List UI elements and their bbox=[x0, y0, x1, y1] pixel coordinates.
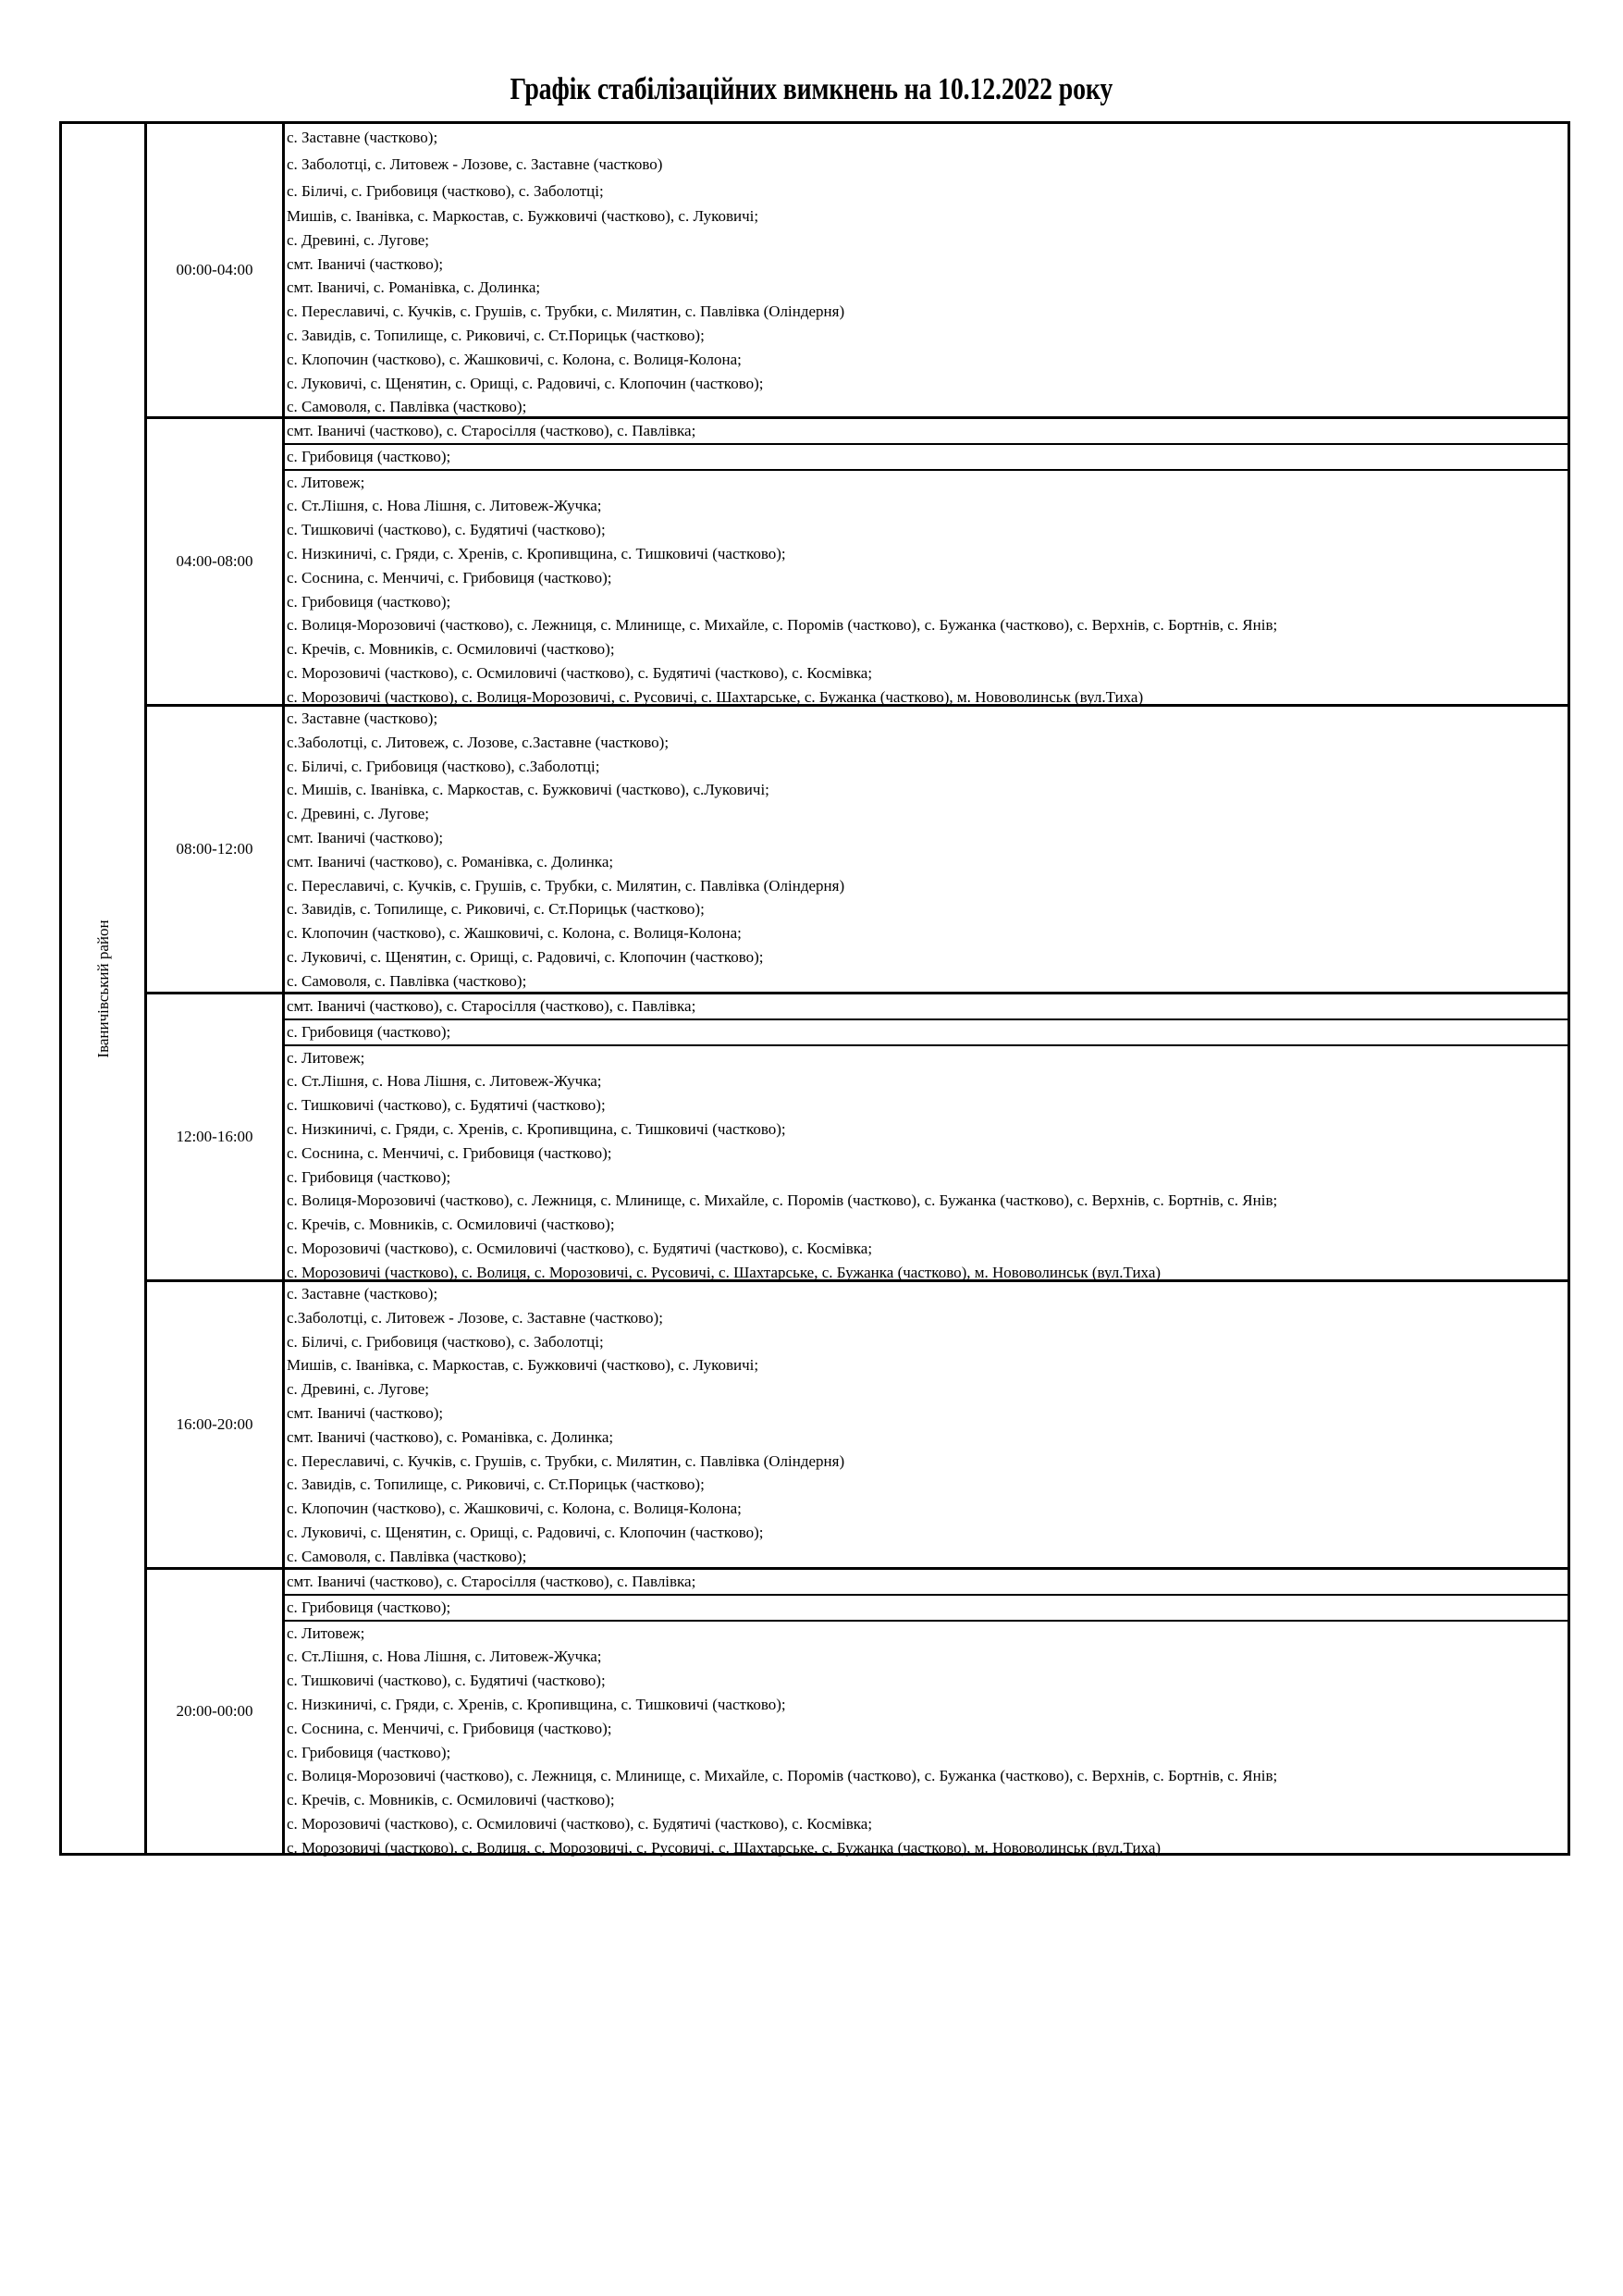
settlement-group bbox=[285, 471, 1568, 710]
settlement-line: с. Кречів, с. Мовників, с. Осмиловичі (частково); bbox=[287, 640, 615, 659]
settlement-line: с. Низкиничі, с. Гряди, с. Хренів, с. Кропивщина, с. Тишковичі (частково); bbox=[287, 544, 786, 562]
settlement-line: с. Самоволя, с. Павлівка (частково); bbox=[287, 398, 527, 416]
settlement-line: с. Заставне (частково); bbox=[287, 129, 438, 146]
settlements-cell bbox=[285, 419, 1568, 704]
settlement-line: с. Грибовиця (частково); bbox=[287, 1598, 451, 1616]
settlement-line: с. Біличі, с. Грибовиця (частково), с. Заболотці; bbox=[287, 1332, 604, 1351]
settlement-line: с. Кречів, с. Мовників, с. Осмиловичі (частково); bbox=[287, 1216, 615, 1234]
settlement-line: с. Завидів, с. Топилище, с. Риковичі, с. Ст.Порицьк (частково); bbox=[287, 326, 705, 344]
time-slot: 12:00-16:00 bbox=[147, 994, 285, 1279]
page-title bbox=[0, 67, 1623, 113]
settlement-line: с. Кречів, с. Мовників, с. Осмиловичі (частково); bbox=[287, 1791, 615, 1809]
settlements-cell bbox=[285, 1282, 1568, 1567]
settlements-cell bbox=[285, 1570, 1568, 1857]
settlement-line: с. Ст.Лішня, с. Нова Лішня, с. Литовеж-Жучка; bbox=[287, 1072, 602, 1091]
settlement-line: смт. Іваничі (частково), с. Романівка, с. Долинка; bbox=[287, 1427, 614, 1446]
settlement-line: с. Древині, с. Лугове; bbox=[287, 230, 430, 249]
district-cell bbox=[62, 124, 147, 1853]
settlement-line: с. Переславичі, с. Кучків, с. Грушів, с. Трубки, с. Милятин, с. Павлівка (Оліндерня) bbox=[287, 302, 845, 321]
settlement-line: с. Біличі, с. Грибовиця (частково), с.Заболотці; bbox=[287, 757, 600, 775]
settlement-line: с. Грибовиця (частково); bbox=[287, 1022, 451, 1041]
schedule-row bbox=[147, 707, 1568, 994]
settlement-line: с. Волиця-Морозовичі (частково), с. Лежниця, с. Млинище, с. Михайле, с. Поромів (частково), с. Бужанка (частково), с. Верхнів, с. Бортнів, с. Янів; bbox=[287, 1767, 1278, 1785]
settlement-line: Мишів, с. Іванівка, с. Маркостав, с. Бужковичі (частково), с. Луковичі; bbox=[287, 1356, 759, 1375]
settlement-line: с. Грибовиця (частково); bbox=[287, 1167, 451, 1186]
settlement-line: с. Соснина, с. Менчичі, с. Грибовиця (частково); bbox=[287, 1143, 612, 1162]
settlement-line: с. Ст.Лішня, с. Нова Лішня, с. Литовеж-Жучка; bbox=[287, 497, 602, 515]
settlement-line: Мишів, с. Іванівка, с. Маркостав, с. Бужковичі (частково), с. Луковичі; bbox=[287, 207, 759, 225]
schedule-row bbox=[147, 1282, 1568, 1570]
settlement-line: смт. Іваничі (частково), с. Романівка, с. Долинка; bbox=[287, 852, 614, 870]
settlements-cell bbox=[285, 124, 1568, 416]
settlement-line: с. Низкиничі, с. Гряди, с. Хренів, с. Кропивщина, с. Тишковичі (частково); bbox=[287, 1119, 786, 1138]
outage-schedule-table bbox=[59, 121, 1570, 1856]
settlement-line: с. Морозовичі (частково), с. Осмиловичі (частково), с. Будятичі (частково), с. Космівка; bbox=[287, 1239, 873, 1257]
settlement-line: с. Литовеж; bbox=[287, 1048, 365, 1067]
schedule-row bbox=[147, 994, 1568, 1282]
settlement-line: с. Клопочин (частково), с. Жашковичі, с. Колона, с. Волиця-Колона; bbox=[287, 350, 742, 368]
schedule-row bbox=[147, 419, 1568, 707]
settlement-line: с. Литовеж; bbox=[287, 1623, 365, 1642]
settlement-line: смт. Іваничі (частково); bbox=[287, 254, 444, 273]
settlement-line: с. Волиця-Морозовичі (частково), с. Лежниця, с. Млинище, с. Михайле, с. Поромів (частково), с. Бужанка (частково), с. Верхнів, с. Бортнів, с. Янів; bbox=[287, 1191, 1278, 1210]
settlement-line: с. Завидів, с. Топилище, с. Риковичі, с. Ст.Порицьк (частково); bbox=[287, 900, 705, 919]
schedule-row bbox=[147, 124, 1568, 419]
settlement-group bbox=[285, 994, 1568, 1020]
settlement-line: с.Заболотці, с. Литовеж - Лозове, с. Заставне (частково); bbox=[287, 1308, 663, 1327]
settlement-line: с. Соснина, с. Менчичі, с. Грибовиця (частково); bbox=[287, 1719, 612, 1737]
settlement-line: с. Луковичі, с. Щенятин, с. Орищі, с. Радовичі, с. Клопочин (частково); bbox=[287, 374, 764, 392]
settlement-line: с. Біличі, с. Грибовиця (частково), с. Заболотці; bbox=[287, 182, 604, 200]
time-blocks bbox=[147, 124, 1568, 1857]
settlement-group bbox=[285, 124, 1568, 419]
time-slot: 00:00-04:00 bbox=[147, 124, 285, 416]
settlement-line: с. Клопочин (частково), с. Жашковичі, с. Колона, с. Волиця-Колона; bbox=[287, 924, 742, 943]
settlement-line: смт. Іваничі (частково), с. Старосілля (частково), с. Павлівка; bbox=[287, 997, 696, 1015]
settlement-line: с. Заставне (частково); bbox=[287, 1285, 438, 1302]
settlement-line: с. Заставне (частково); bbox=[287, 710, 438, 727]
settlement-group bbox=[285, 1282, 1568, 1569]
settlement-line: с. Самоволя, с. Павлівка (частково); bbox=[287, 1547, 527, 1565]
settlement-line: с. Клопочин (частково), с. Жашковичі, с. Колона, с. Волиця-Колона; bbox=[287, 1500, 742, 1518]
settlement-line: с. Волиця-Морозовичі (частково), с. Лежниця, с. Млинище, с. Михайле, с. Поромів (частково), с. Бужанка (частково), с. Верхнів, с. Бортнів, с. Янів; bbox=[287, 616, 1278, 635]
settlement-line: с. Грибовиця (частково); bbox=[287, 447, 451, 465]
settlement-line: с. Литовеж; bbox=[287, 473, 365, 491]
settlement-line: с. Ст.Лішня, с. Нова Лішня, с. Литовеж-Жучка; bbox=[287, 1648, 602, 1666]
settlements-cell bbox=[285, 707, 1568, 992]
settlement-line: с. Древині, с. Лугове; bbox=[287, 805, 430, 823]
settlement-line: с. Переславичі, с. Кучків, с. Грушів, с. Трубки, с. Милятин, с. Павлівка (Оліндерня) bbox=[287, 876, 845, 895]
settlement-line: с. Низкиничі, с. Гряди, с. Хренів, с. Кропивщина, с. Тишковичі (частково); bbox=[287, 1695, 786, 1713]
time-slot: 16:00-20:00 bbox=[147, 1282, 285, 1567]
settlement-line: с. Грибовиця (частково); bbox=[287, 592, 451, 611]
settlement-line: смт. Іваничі (частково); bbox=[287, 828, 444, 846]
settlement-line: с.Заболотці, с. Литовеж, с. Лозове, с.Заставне (частково); bbox=[287, 733, 670, 751]
settlement-group bbox=[285, 1622, 1568, 1860]
page-title-text: Графік стабілізаційних вимкнень на 10.12.2022 року bbox=[510, 72, 1113, 106]
settlement-line: смт. Іваничі, с. Романівка, с. Долинка; bbox=[287, 278, 541, 297]
settlement-line: с. Древині, с. Лугове; bbox=[287, 1380, 430, 1399]
settlement-line: смт. Іваничі (частково), с. Старосілля (частково), с. Павлівка; bbox=[287, 1573, 696, 1590]
time-slot: 08:00-12:00 bbox=[147, 707, 285, 992]
settlement-line: с. Тишковичі (частково), с. Будятичі (частково); bbox=[287, 1672, 606, 1690]
settlement-line: с. Морозовичі (частково), с. Осмиловичі (частково), с. Будятичі (частково), с. Космівка; bbox=[287, 663, 873, 682]
settlement-line: с. Морозовичі (частково), с. Волиця, с. Морозовичі, с. Русовичі, с. Шахтарське, с. Бужанка (частково), м. Нововолинськ (вул.Тиха) bbox=[287, 1263, 1162, 1281]
settlement-group bbox=[285, 707, 1568, 994]
settlement-group bbox=[285, 1046, 1568, 1285]
time-slot: 20:00-00:00 bbox=[147, 1570, 285, 1853]
settlement-group bbox=[285, 1596, 1568, 1622]
settlement-line: смт. Іваничі (частково); bbox=[287, 1403, 444, 1422]
schedule-row bbox=[147, 1570, 1568, 1857]
settlement-line: с. Морозовичі (частково), с. Волиця, с. Морозовичі, с. Русовичі, с. Шахтарське, с. Бужанка (частково), м. Нововолинськ (вул.Тиха) bbox=[287, 1838, 1162, 1857]
settlement-line: с. Тишковичі (частково), с. Будятичі (частково); bbox=[287, 521, 606, 539]
settlement-line: с. Переславичі, с. Кучків, с. Грушів, с. Трубки, с. Милятин, с. Павлівка (Оліндерня) bbox=[287, 1451, 845, 1470]
settlement-line: с. Луковичі, с. Щенятин, с. Орищі, с. Радовичі, с. Клопочин (частково); bbox=[287, 1523, 764, 1541]
settlement-line: с. Мишів, с. Іванівка, с. Маркостав, с. Бужковичі (частково), с.Луковичі; bbox=[287, 781, 769, 799]
settlement-line: с. Заболотці, с. Литовеж - Лозове, с. Заставне (частково) bbox=[287, 155, 663, 173]
settlement-line: смт. Іваничі (частково), с. Старосілля (частково), с. Павлівка; bbox=[287, 422, 696, 439]
settlement-line: с. Тишковичі (частково), с. Будятичі (частково); bbox=[287, 1096, 606, 1115]
settlement-group bbox=[285, 445, 1568, 471]
settlement-line: с. Морозовичі (частково), с. Волиця-Морозовичі, с. Русовичі, с. Шахтарське, с. Бужанка (частково), м. Нововолинськ (вул.Тиха) bbox=[287, 687, 1144, 706]
settlement-line: с. Морозовичі (частково), с. Осмиловичі (частково), с. Будятичі (частково), с. Космівка; bbox=[287, 1814, 873, 1833]
settlement-line: с. Соснина, с. Менчичі, с. Грибовиця (частково); bbox=[287, 568, 612, 586]
settlement-line: с. Луковичі, с. Щенятин, с. Орищі, с. Радовичі, с. Клопочин (частково); bbox=[287, 947, 764, 966]
settlements-cell bbox=[285, 994, 1568, 1279]
settlement-line: с. Завидів, с. Топилище, с. Риковичі, с. Ст.Порицьк (частково); bbox=[287, 1475, 705, 1494]
settlement-group bbox=[285, 1570, 1568, 1596]
settlement-group bbox=[285, 1020, 1568, 1046]
district-name: Іваничівський район bbox=[93, 919, 112, 1058]
settlement-group bbox=[285, 419, 1568, 445]
settlement-line: с. Грибовиця (частково); bbox=[287, 1743, 451, 1761]
time-slot: 04:00-08:00 bbox=[147, 419, 285, 704]
settlement-line: с. Самоволя, с. Павлівка (частково); bbox=[287, 971, 527, 990]
